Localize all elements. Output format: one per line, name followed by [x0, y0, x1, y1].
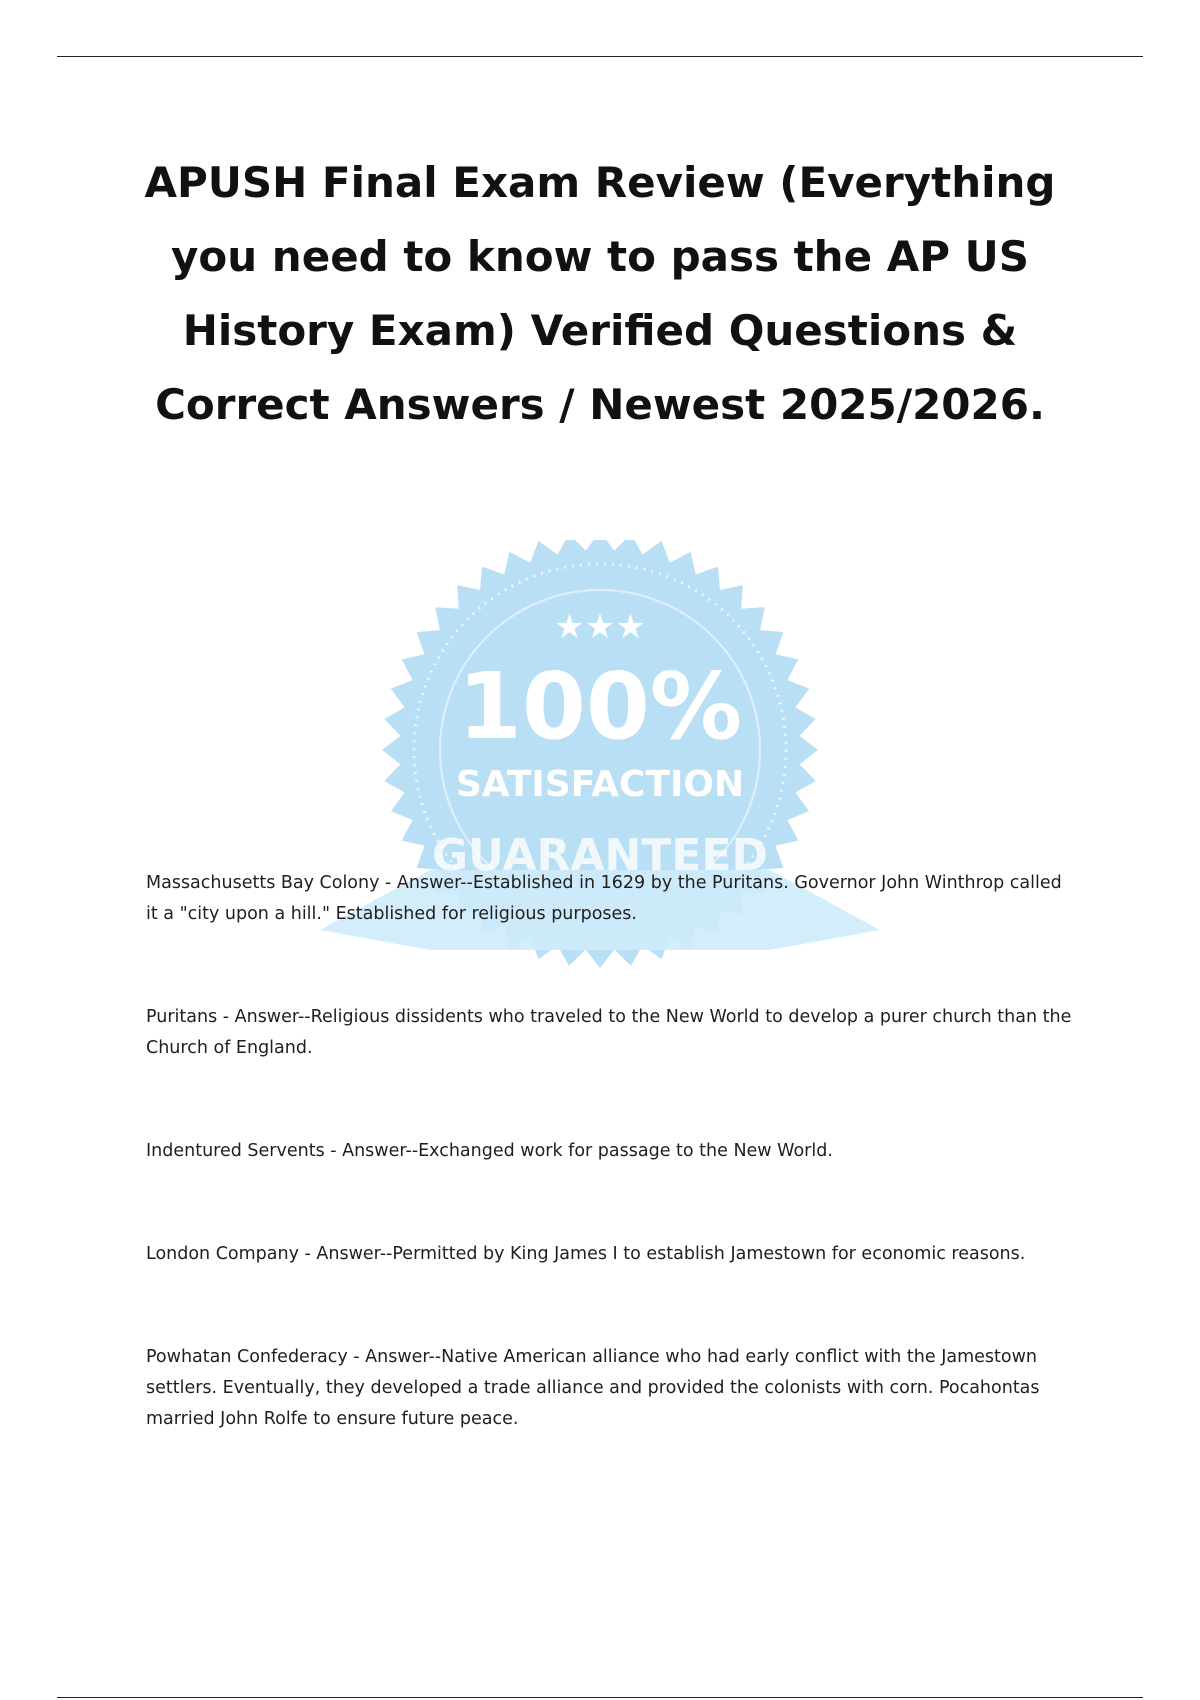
qa-entry: Powhatan Confederacy - Answer--Native American alliance who had early conflict with the Jamestown settlers. Eventually, they developed a trade alliance and provided the colonists with corn. Pocahontas married John Rolfe to ensure future peace. [146, 1347, 1040, 1429]
qa-entry: Indentured Servents - Answer--Exchanged work for passage to the New World. [146, 1141, 833, 1161]
seal-stars-text: ★★★ [554, 607, 646, 647]
qa-entry: London Company - Answer--Permitted by King James I to establish Jamestown for economic reasons. [146, 1244, 1026, 1264]
seal-satisfaction-text: SATISFACTION [455, 764, 745, 805]
top-rule [57, 56, 1143, 57]
qa-list [146, 868, 1076, 1435]
qa-entry: Puritans - Answer--Religious dissidents who traveled to the New World to develop a purer church than the Church of England. [146, 1007, 1072, 1058]
bottom-rule [57, 1697, 1143, 1698]
qa-entry: Massachusetts Bay Colony - Answer--Established in 1629 by the Puritans. Governor John Winthrop called it a "city upon a hill." Established for religious purposes. [146, 873, 1062, 924]
document-title: APUSH Final Exam Review (Everything you need to know to pass the AP US History Exam) Verified Questions & Correct Answers / Newest 2025/2026. [144, 158, 1056, 429]
seal-percent-text: 100% [457, 653, 743, 760]
seal-guaranteed-text: GUARANTEED [432, 830, 768, 881]
